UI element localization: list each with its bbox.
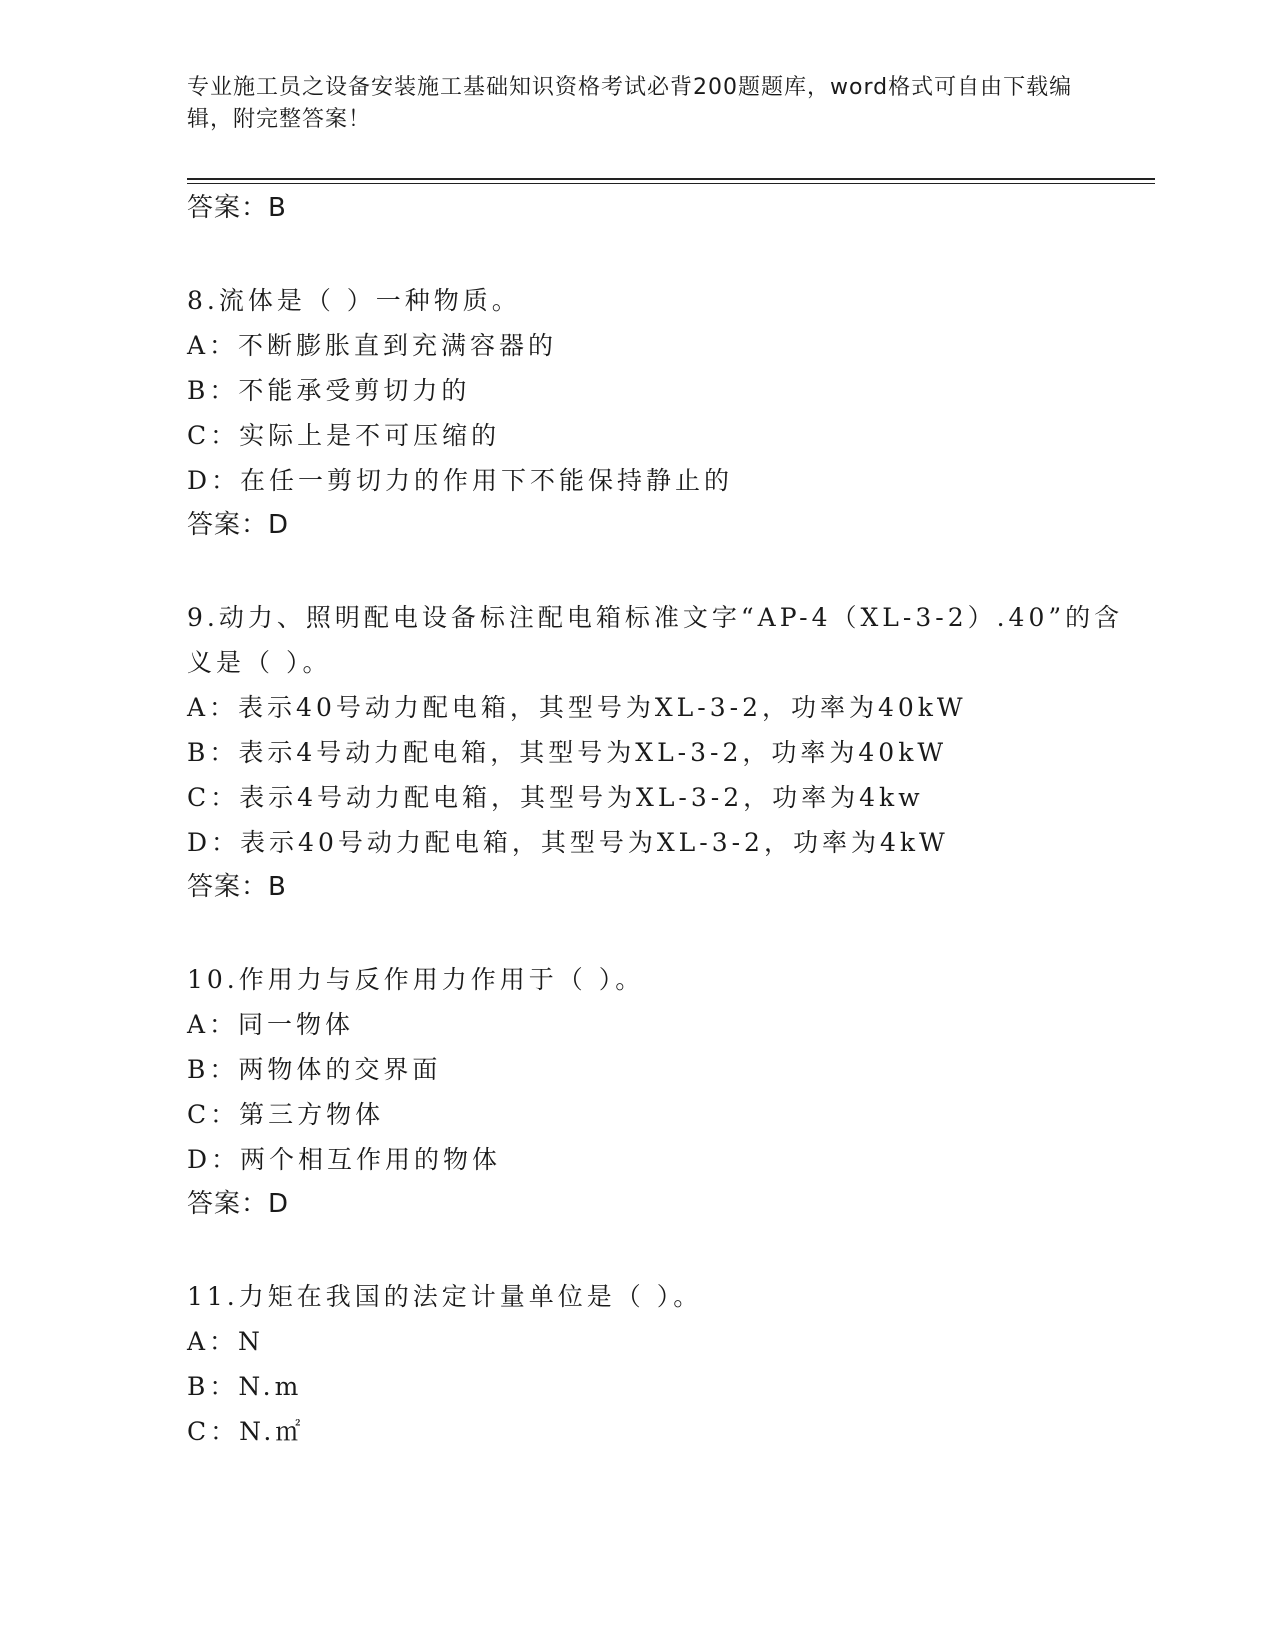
spacer bbox=[187, 910, 1147, 957]
answer-line bbox=[187, 503, 1147, 548]
answer-value: D bbox=[268, 1189, 290, 1219]
option-a: A：同一物体 bbox=[187, 1010, 355, 1039]
option-c: C：第三方物体 bbox=[187, 1100, 385, 1129]
answer-line bbox=[187, 1182, 1147, 1227]
option-c: C：表示4号动力配电箱，其型号为XL-3-2，功率为4kw bbox=[187, 783, 924, 812]
answer-value: B bbox=[268, 872, 287, 902]
document-header bbox=[187, 72, 1087, 136]
question-list bbox=[187, 186, 1147, 1454]
option-d: D：两个相互作用的物体 bbox=[187, 1145, 502, 1174]
option-d: D：在任一剪切力的作用下不能保持静止的 bbox=[187, 466, 734, 495]
answer-value: D bbox=[268, 510, 290, 540]
answer-line bbox=[187, 865, 1147, 910]
option-a: A：不断膨胀直到充满容器的 bbox=[187, 331, 558, 360]
question-stem: 11.力矩在我国的法定计量单位是（ ）。 bbox=[187, 1282, 703, 1311]
option-b: B：两物体的交界面 bbox=[187, 1055, 442, 1084]
answer-label: 答案： bbox=[187, 193, 269, 223]
header-rule-thin bbox=[187, 183, 1155, 184]
question-8 bbox=[187, 278, 1147, 548]
option-c: C：实际上是不可压缩的 bbox=[187, 421, 501, 450]
option-a: A：表示40号动力配电箱，其型号为XL-3-2，功率为40kW bbox=[187, 693, 967, 722]
answer-value: B bbox=[268, 193, 287, 223]
spacer bbox=[187, 1227, 1147, 1274]
question-stem: 8.流体是（ ）一种物质。 bbox=[187, 286, 521, 315]
option-b: B：表示4号动力配电箱，其型号为XL-3-2，功率为40kW bbox=[187, 738, 948, 767]
question-11 bbox=[187, 1274, 1147, 1454]
question-stem: 9.动力、照明配电设备标注配电箱标准文字“AP-4（XL-3-2）.40”的含义是（ ）。 bbox=[187, 603, 1124, 677]
option-b: B：不能承受剪切力的 bbox=[187, 376, 471, 405]
option-c: C：N.㎡ bbox=[187, 1417, 305, 1446]
answer-label: 答案： bbox=[187, 1189, 269, 1219]
option-d: D：表示40号动力配电箱，其型号为XL-3-2，功率为4kW bbox=[187, 828, 949, 857]
spacer bbox=[187, 231, 1147, 278]
option-a: A：N bbox=[187, 1327, 264, 1356]
spacer bbox=[187, 548, 1147, 595]
question-10 bbox=[187, 957, 1147, 1227]
question-stem: 10.作用力与反作用力作用于（ ）。 bbox=[187, 965, 645, 994]
answer-line bbox=[187, 186, 1147, 231]
answer-label: 答案： bbox=[187, 510, 269, 540]
answer-label: 答案： bbox=[187, 872, 269, 902]
header-rule-thick bbox=[187, 178, 1155, 180]
question-9 bbox=[187, 595, 1147, 910]
document-title: 专业施工员之设备安装施工基础知识资格考试必背200题题库，word格式可自由下载编辑，附完整答案！ bbox=[187, 75, 1073, 132]
option-b: B：N.m bbox=[187, 1372, 303, 1401]
